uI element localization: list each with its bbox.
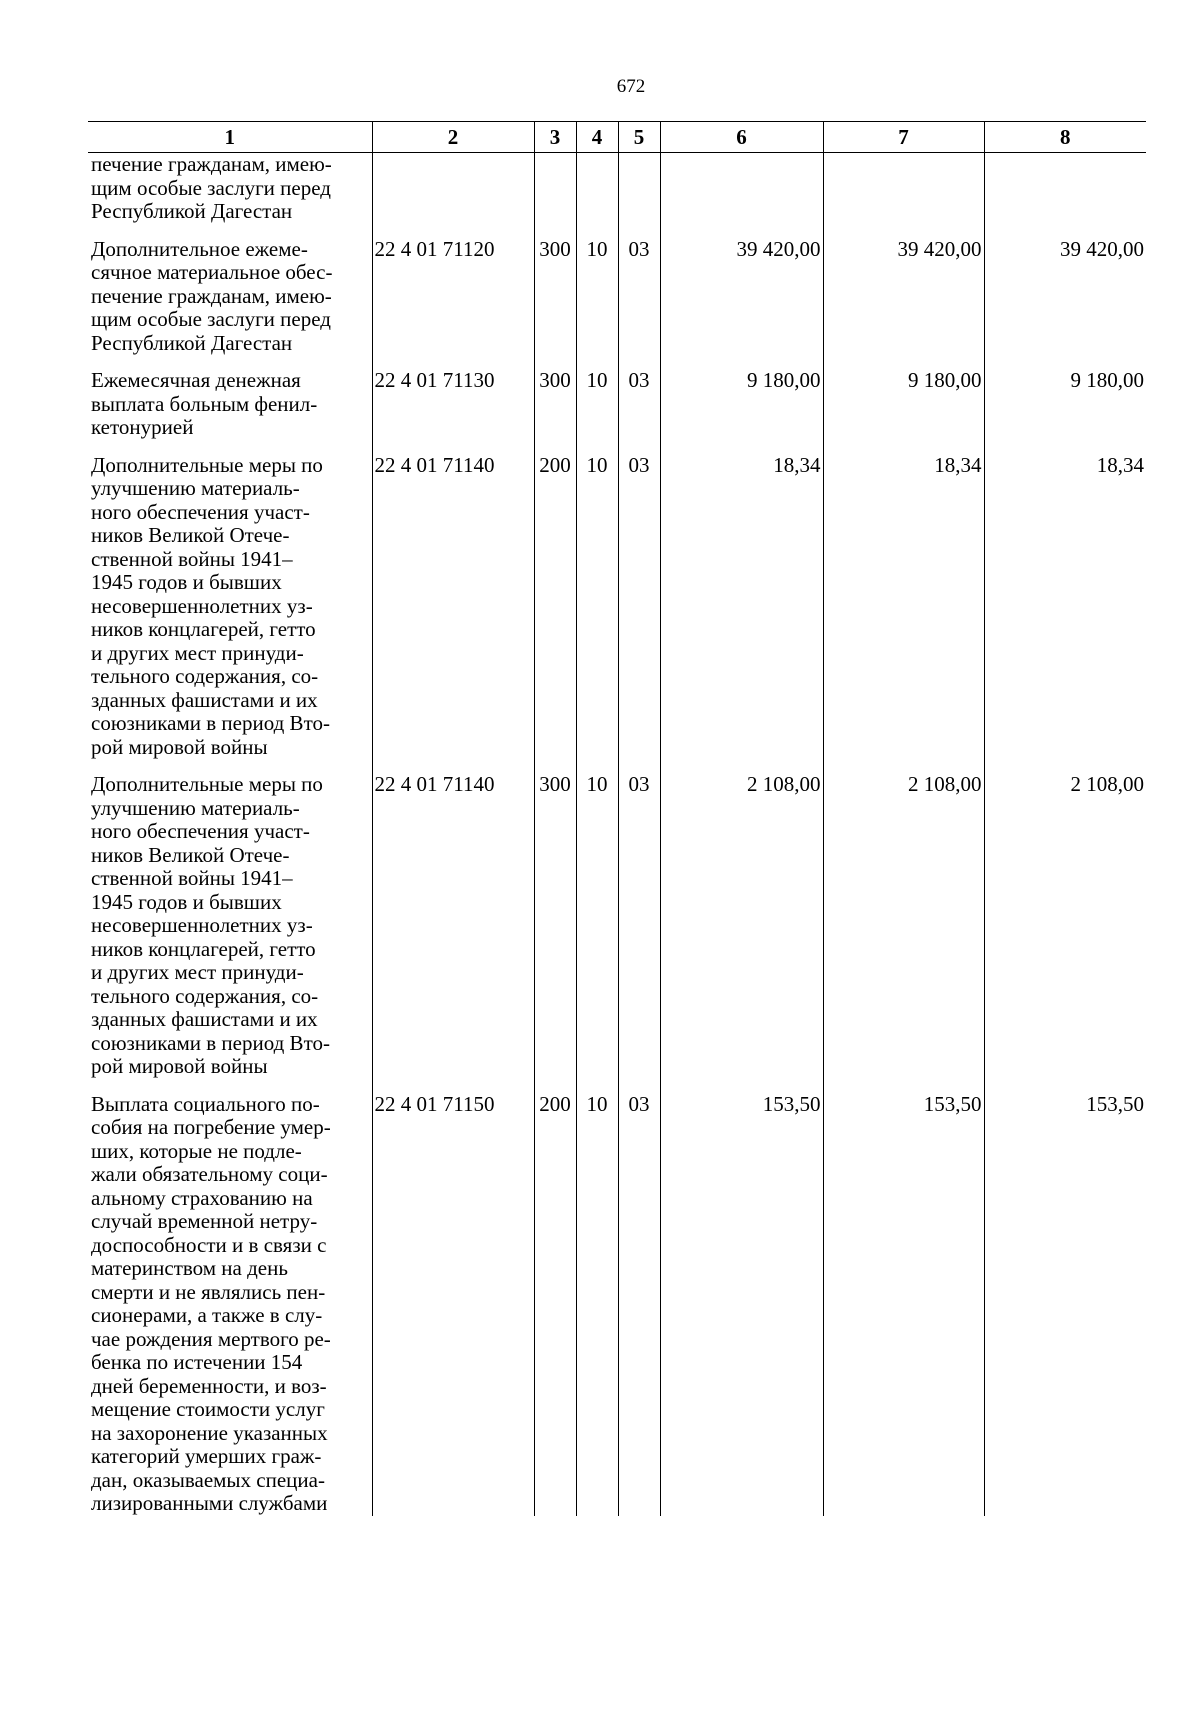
- row-code: 22 4 01 71130: [372, 369, 534, 454]
- row-amount-col-7: 9 180,00: [823, 369, 984, 454]
- row-subsection: 03: [618, 454, 660, 774]
- row-amount-col-7: 18,34: [823, 454, 984, 774]
- row-subsection: 03: [618, 369, 660, 454]
- row-section: 10: [576, 773, 618, 1093]
- row-expense-type: 300: [534, 773, 576, 1093]
- table-row: [88, 454, 1146, 774]
- row-amount-col-6: 9 180,00: [660, 369, 823, 454]
- row-section: 10: [576, 238, 618, 370]
- row-code: 22 4 01 71140: [372, 773, 534, 1093]
- header-col-6: 6: [660, 122, 823, 153]
- row-amount-col-7: 39 420,00: [823, 238, 984, 370]
- row-section: 10: [576, 1093, 618, 1516]
- row-amount-col-8: 18,34: [984, 454, 1146, 774]
- header-col-5: 5: [618, 122, 660, 153]
- row-subsection: [618, 153, 660, 238]
- row-expense-type: 200: [534, 1093, 576, 1516]
- row-section: 10: [576, 369, 618, 454]
- row-expense-type: 300: [534, 238, 576, 370]
- row-subsection: 03: [618, 238, 660, 370]
- row-description: Дополнительные меры по улучшению материаль- ного обеспечения участ- ников Великой Отече- ственной войны 1941– 1945 годов и бывших несовершеннолетних уз- ников концлагерей, гетто и других мест принуди- тельного содержания, со- зданных фашистами и их союзниками в период Вто- рой мировой войны: [91, 452, 330, 759]
- header-col-1: 1: [88, 122, 372, 153]
- row-description: печение гражданам, имею- щим особые заслуги перед Республикой Дагестан: [91, 152, 332, 223]
- table-row: [88, 369, 1146, 454]
- row-description: Дополнительное ежеме- сячное материальное обес- печение гражданам, имею- щим особые заслуги перед Республикой Дагестан: [91, 236, 333, 355]
- row-section: 10: [576, 454, 618, 774]
- row-amount-col-8: [984, 153, 1146, 238]
- header-col-2: 2: [372, 122, 534, 153]
- row-code: 22 4 01 71140: [372, 454, 534, 774]
- row-code: [372, 153, 534, 238]
- budget-table-container: [88, 121, 1146, 1516]
- row-subsection: 03: [618, 1093, 660, 1516]
- row-amount-col-7: 2 108,00: [823, 773, 984, 1093]
- row-amount-col-8: 2 108,00: [984, 773, 1146, 1093]
- row-amount-col-8: 39 420,00: [984, 238, 1146, 370]
- header-col-4: 4: [576, 122, 618, 153]
- row-amount-col-6: 153,50: [660, 1093, 823, 1516]
- header-col-3: 3: [534, 122, 576, 153]
- budget-table: [88, 121, 1146, 1516]
- row-expense-type: 300: [534, 369, 576, 454]
- row-amount-col-8: 9 180,00: [984, 369, 1146, 454]
- row-amount-col-6: 39 420,00: [660, 238, 823, 370]
- row-amount-col-8: 153,50: [984, 1093, 1146, 1516]
- row-subsection: 03: [618, 773, 660, 1093]
- table-header-row: [88, 122, 1146, 153]
- row-amount-col-6: [660, 153, 823, 238]
- row-section: [576, 153, 618, 238]
- row-code: 22 4 01 71150: [372, 1093, 534, 1516]
- header-col-8: 8: [984, 122, 1146, 153]
- table-row: [88, 773, 1146, 1093]
- row-amount-col-6: 18,34: [660, 454, 823, 774]
- row-amount-col-6: 2 108,00: [660, 773, 823, 1093]
- row-expense-type: [534, 153, 576, 238]
- row-expense-type: 200: [534, 454, 576, 774]
- table-row: [88, 238, 1146, 370]
- row-description: Дополнительные меры по улучшению материаль- ного обеспечения участ- ников Великой Отече- ственной войны 1941– 1945 годов и бывших несовершеннолетних уз- ников концлагерей, гетто и других мест принуди- тельного содержания, со- зданных фашистами и их союзниками в период Вто- рой мировой войны: [91, 772, 330, 1078]
- row-amount-col-7: 153,50: [823, 1093, 984, 1516]
- table-row: [88, 153, 1146, 238]
- row-code: 22 4 01 71120: [372, 238, 534, 370]
- row-description: Ежемесячная денежная выплата больным фенил- кетонурией: [91, 368, 318, 439]
- row-amount-col-7: [823, 153, 984, 238]
- header-col-7: 7: [823, 122, 984, 153]
- page-number: 672: [616, 76, 646, 97]
- table-row: [88, 1093, 1146, 1516]
- row-description: Выплата социального по- собия на погребение умер- ших, которые не подле- жали обязательному соци- альному страхованию на случай временной нетру- доспособности и в связи с материнством на день смерти и не являлись пен- сионерами, а также в слу- чае рождения мертвого ре- бенка по истечении 154 дней беременности, и воз- мещение стоимости услуг на захоронение указанных категорий умерших граж- дан, оказываемых специа- лизированными службами: [91, 1091, 331, 1515]
